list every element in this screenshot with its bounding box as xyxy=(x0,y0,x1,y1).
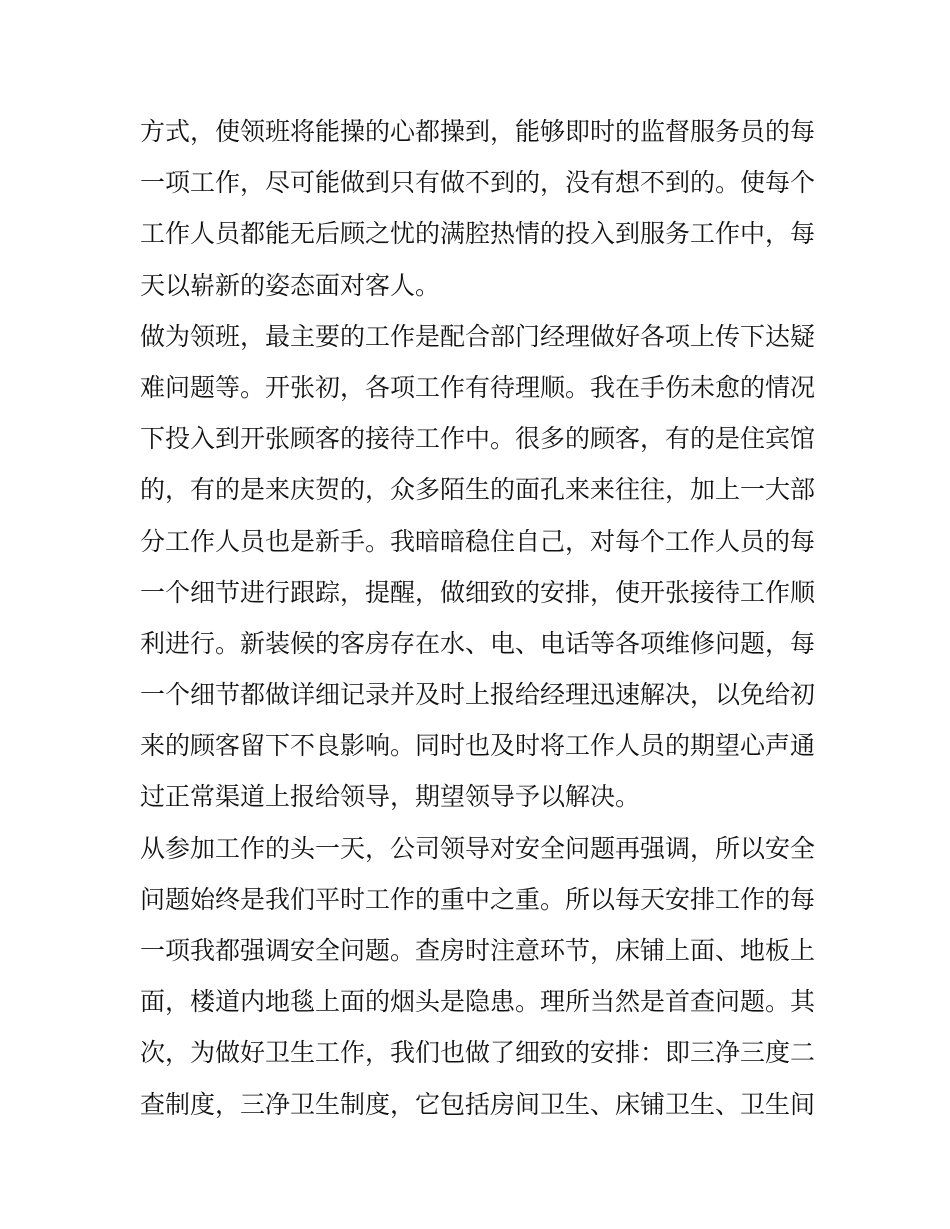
text-line: 次，为做好卫生工作，我们也做了细致的安排：即三净三度二 xyxy=(140,1038,816,1068)
text-line: 天以崭新的姿态面对客人。 xyxy=(140,270,441,300)
text-line: 利进行。新装候的客房存在水、电、电话等各项维修问题，每 xyxy=(140,628,816,658)
text-line: 做为领班，最主要的工作是配合部门经理做好各项上传下达疑 xyxy=(140,321,816,351)
text-line: 方式，使领班将能操的心都操到，能够即时的监督服务员的每 xyxy=(140,117,816,146)
text-line: 查制度，三净卫生制度，它包括房间卫生、床铺卫生、卫生间 xyxy=(140,1089,816,1119)
text-line: 一项工作，尽可能做到只有做不到的，没有想不到的。使每个 xyxy=(140,168,816,198)
text-line: 分工作人员也是新手。我暗暗稳住自己，对每个工作人员的每 xyxy=(140,526,816,556)
text-line: 来的顾客留下不良影响。同时也及时将工作人员的期望心声通 xyxy=(140,731,816,761)
text-line: 从参加工作的头一天，公司领导对安全问题再强调，所以安全 xyxy=(140,833,816,863)
text-line: 一项我都强调安全问题。查房时注意环节，床铺上面、地板上 xyxy=(140,936,816,965)
body-text xyxy=(140,106,820,1130)
text-line: 的，有的是来庆贺的，众多陌生的面孔来来往往，加上一大部 xyxy=(140,475,816,505)
text-line: 难问题等。开张初，各项工作有待理顺。我在手伤未愈的情况 xyxy=(140,372,816,402)
text-line: 一个细节进行跟踪，提醒，做细致的安排，使开张接待工作顺 xyxy=(140,577,816,607)
text-line: 工作人员都能无后顾之忧的满腔热情的投入到服务工作中，每 xyxy=(140,219,816,249)
text-line: 一个细节都做详细记录并及时上报给经理迅速解决，以免给初 xyxy=(140,680,816,710)
text-line: 面，楼道内地毯上面的烟头是隐患。理所当然是首查问题。其 xyxy=(140,987,816,1017)
text-line: 过正常渠道上报给领导，期望领导予以解决。 xyxy=(140,782,641,812)
text-line: 下投入到开张顾客的接待工作中。很多的顾客，有的是住宾馆 xyxy=(140,424,816,454)
text-line: 问题始终是我们平时工作的重中之重。所以每天安排工作的每 xyxy=(140,884,816,914)
